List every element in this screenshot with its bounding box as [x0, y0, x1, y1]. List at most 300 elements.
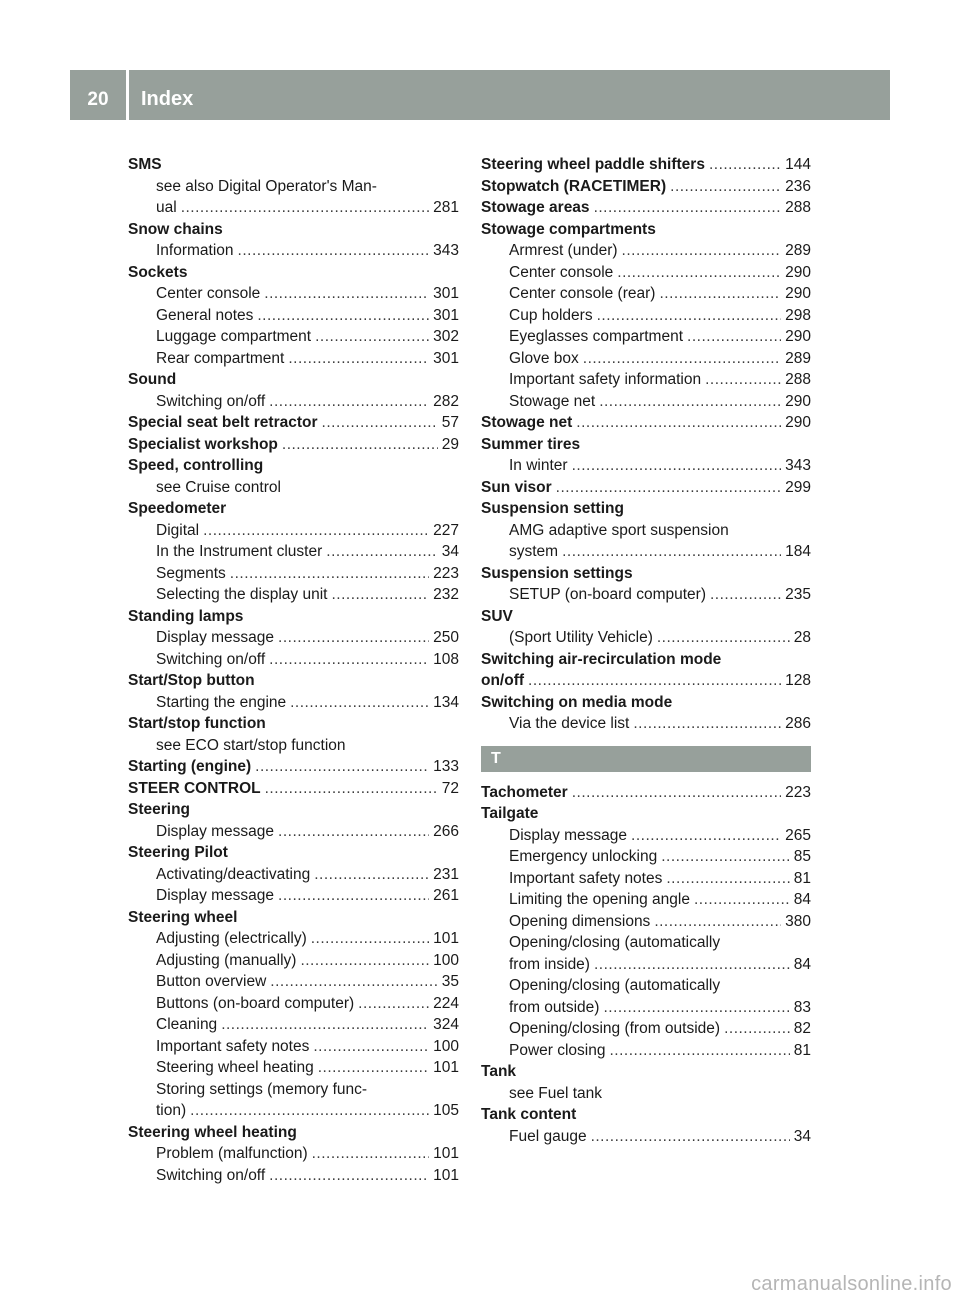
page-reference[interactable]: 105 [433, 1102, 459, 1119]
page-reference[interactable]: 144 [785, 156, 811, 173]
index-entry [481, 563, 811, 585]
entry-text: Suspension settings [481, 564, 633, 582]
dot-leader [230, 563, 429, 585]
entry-text: Display message [509, 826, 628, 844]
entry-text: Stowage net [481, 414, 573, 431]
page-reference[interactable]: 324 [433, 1016, 459, 1033]
entry-text: Tank [481, 1063, 517, 1080]
dot-leader [269, 1165, 429, 1187]
dot-leader [190, 1100, 429, 1122]
index-subentry[interactable] [128, 971, 459, 993]
dot-leader [312, 1143, 430, 1165]
entry-text: tion) [156, 1102, 187, 1119]
dot-leader [181, 197, 429, 219]
page-reference[interactable]: 290 [785, 392, 811, 410]
entry-text: Starting (engine) [128, 758, 252, 775]
entry-text: Center console (rear) [509, 285, 656, 302]
dot-leader [313, 1036, 429, 1058]
index-subentry[interactable] [481, 1040, 811, 1062]
entry-text: Switching on media mode [481, 693, 673, 711]
page-reference[interactable]: 224 [433, 994, 459, 1012]
page-reference[interactable]: 81 [793, 1041, 811, 1059]
dot-leader [269, 649, 429, 671]
page-reference[interactable]: 282 [433, 392, 459, 410]
page-reference[interactable]: 301 [433, 349, 459, 367]
dot-leader [278, 821, 429, 843]
entry-text: Selecting the display unit [156, 586, 328, 603]
entry-text: Via the device list [509, 715, 630, 732]
index-entry [128, 1122, 459, 1144]
index-entry [481, 803, 811, 825]
page-reference[interactable]: 380 [785, 912, 811, 930]
index-entry [481, 1104, 811, 1126]
entry-text: Information [156, 242, 234, 259]
dot-leader [269, 391, 429, 413]
page-title: Index [141, 87, 194, 110]
watermark: carmanualsonline.info [751, 1273, 952, 1295]
index-subentry[interactable] [481, 627, 811, 649]
page-reference[interactable]: 84 [793, 955, 811, 973]
page-number: 20 [87, 89, 109, 110]
page-reference[interactable]: 250 [433, 629, 459, 646]
index-entry [128, 154, 459, 176]
index-subentry[interactable] [128, 326, 459, 348]
index-subentry[interactable] [128, 1165, 459, 1187]
index-entry [128, 670, 459, 692]
dot-leader [314, 864, 429, 886]
page-reference[interactable]: 101 [433, 930, 459, 947]
entry-text: see Cruise control [156, 478, 281, 496]
dot-leader [238, 240, 430, 262]
index-subentry[interactable] [128, 993, 459, 1015]
dot-leader [631, 825, 781, 847]
entry-text: Power closing [509, 1041, 606, 1059]
entry-text: Sun visor [481, 478, 552, 496]
page-reference[interactable]: 290 [785, 263, 811, 281]
index-entry[interactable] [481, 412, 811, 434]
entry-text: Tank content [481, 1106, 577, 1123]
entry-text: on/off [481, 672, 525, 689]
index-subentry[interactable] [128, 541, 459, 563]
dot-leader [322, 412, 438, 434]
entry-text: Digital [156, 521, 200, 539]
dot-leader [597, 305, 782, 327]
index-subentry[interactable] [128, 305, 459, 327]
dot-leader [654, 911, 781, 933]
page-reference[interactable]: 302 [433, 328, 459, 345]
entry-text: Luggage compartment [156, 328, 312, 345]
index-subentry[interactable] [481, 348, 811, 370]
index-subentry[interactable] [128, 563, 459, 585]
entry-text: Speed, controlling [128, 457, 264, 474]
page-reference[interactable]: 28 [793, 629, 811, 646]
dot-leader [705, 369, 781, 391]
entry-text: Center console [509, 263, 614, 281]
index-subentry[interactable] [128, 584, 459, 606]
dot-leader [572, 455, 782, 477]
index-entry [128, 713, 459, 735]
page-reference[interactable]: 235 [785, 586, 811, 603]
page-reference[interactable]: 34 [793, 1127, 811, 1145]
page-reference[interactable]: 227 [433, 521, 459, 539]
entry-text: Important safety notes [156, 1037, 310, 1055]
entry-text: General notes [156, 306, 254, 324]
index-entry[interactable] [481, 154, 811, 176]
entry-text: from inside) [509, 955, 590, 973]
page-reference[interactable]: 108 [433, 650, 459, 668]
page-reference[interactable]: 83 [793, 998, 811, 1016]
index-subentry[interactable] [128, 197, 459, 219]
page-reference[interactable]: 101 [433, 1059, 459, 1076]
page-reference[interactable]: 223 [785, 783, 811, 801]
page-reference[interactable]: 72 [441, 779, 459, 797]
entry-text: Steering wheel [128, 908, 238, 926]
dot-leader [556, 477, 781, 499]
page-reference[interactable]: 128 [785, 672, 811, 689]
index-entry [128, 219, 459, 241]
dot-leader [633, 713, 781, 735]
page-reference[interactable]: 223 [433, 564, 459, 582]
page-reference[interactable]: 286 [785, 715, 811, 732]
index-subentry[interactable] [128, 283, 459, 305]
entry-text: Armrest (under) [509, 242, 618, 259]
page-reference[interactable]: 231 [433, 865, 459, 883]
page-reference[interactable]: 343 [433, 242, 459, 259]
entry-text: In winter [509, 457, 568, 474]
index-entry[interactable] [481, 670, 811, 692]
index-entry [128, 842, 459, 864]
page-reference[interactable]: 101 [433, 1166, 459, 1184]
page-reference[interactable]: 261 [433, 887, 459, 904]
index-entry [481, 1061, 811, 1083]
entry-text: AMG adaptive sport suspension [509, 521, 729, 539]
entry-text: Special seat belt retractor [128, 414, 318, 431]
entry-text: see also Digital Operator's Man- [156, 177, 377, 195]
index-subentry[interactable] [481, 455, 811, 477]
index-subentry[interactable] [481, 1018, 811, 1040]
entry-text: Storing settings (memory func- [156, 1080, 368, 1098]
dot-leader [255, 756, 429, 778]
dot-leader [591, 1126, 790, 1148]
dot-leader [657, 627, 790, 649]
entry-text: ual [156, 199, 177, 216]
dot-leader [300, 950, 429, 972]
dot-leader [583, 348, 781, 370]
page-reference[interactable]: 289 [785, 349, 811, 367]
index-subentry[interactable] [128, 391, 459, 413]
page-reference[interactable]: 81 [793, 869, 811, 887]
dot-leader [318, 1057, 429, 1079]
index-subentry[interactable] [481, 889, 811, 911]
entry-text: Snow chains [128, 220, 223, 238]
entry-text: Sockets [128, 263, 188, 281]
entry-text: Speedometer [128, 500, 227, 517]
index-subentry [481, 520, 811, 542]
index-entry [481, 498, 811, 520]
dot-leader [221, 1014, 429, 1036]
page-header [70, 70, 890, 120]
entry-text: Opening/closing (from outside) [509, 1020, 721, 1037]
index-subentry[interactable] [481, 825, 811, 847]
index-entry[interactable] [128, 434, 459, 456]
index-entry[interactable] [128, 412, 459, 434]
entry-text: from outside) [509, 998, 600, 1016]
page-reference[interactable]: 84 [793, 891, 811, 908]
dot-leader [610, 1040, 790, 1062]
page-reference[interactable]: 298 [785, 306, 811, 324]
entry-text: (Sport Utility Vehicle) [509, 629, 653, 646]
index-subentry[interactable] [481, 1126, 811, 1148]
dot-leader [603, 997, 789, 1019]
entry-text: Steering [128, 801, 191, 818]
page-reference[interactable]: 57 [441, 414, 459, 431]
page-reference[interactable]: 100 [433, 1037, 459, 1055]
entry-text: Stowage compartments [481, 220, 656, 238]
index-subentry[interactable] [128, 821, 459, 843]
index-subentry[interactable] [481, 911, 811, 933]
page-reference[interactable]: 133 [433, 758, 459, 775]
page-reference[interactable]: 289 [785, 242, 811, 259]
index-subentry[interactable] [128, 1100, 459, 1122]
index-subentry[interactable] [481, 846, 811, 868]
dot-leader [528, 670, 781, 692]
index-subentry [128, 176, 459, 198]
dot-leader [315, 326, 429, 348]
entry-text: Segments [156, 564, 226, 582]
index-subentry[interactable] [481, 541, 811, 563]
entry-text: Steering wheel heating [156, 1059, 314, 1076]
index-entry[interactable] [481, 197, 811, 219]
page-reference[interactable]: 100 [433, 951, 459, 969]
entry-text: Adjusting (electrically) [156, 930, 307, 947]
page-reference[interactable]: 34 [441, 543, 459, 560]
entry-text: Glove box [509, 349, 579, 367]
index-subentry[interactable] [481, 369, 811, 391]
entry-text: STEER CONTROL [128, 779, 261, 797]
index-entry [481, 219, 811, 241]
entry-text: Emergency unlocking [509, 848, 658, 865]
dot-leader [278, 627, 429, 649]
index-subentry[interactable] [128, 520, 459, 542]
index-subentry[interactable] [481, 305, 811, 327]
index-subentry[interactable] [481, 283, 811, 305]
page-reference[interactable]: 101 [433, 1145, 459, 1162]
index-subentry[interactable] [128, 950, 459, 972]
index-subentry[interactable] [481, 954, 811, 976]
index-entry[interactable] [128, 756, 459, 778]
page-reference[interactable]: 134 [433, 693, 459, 711]
index-column-left [128, 154, 459, 1186]
entry-text: Switching on/off [156, 650, 266, 668]
entry-text: Switching on/off [156, 1166, 266, 1184]
index-entry [481, 606, 811, 628]
index-subentry[interactable] [128, 885, 459, 907]
index-subentry[interactable] [128, 928, 459, 950]
entry-text: Cleaning [156, 1016, 218, 1033]
entry-text: Stopwatch (RACETIMER) [481, 177, 667, 195]
dot-leader [270, 971, 437, 993]
dot-leader [331, 584, 429, 606]
page-reference[interactable]: 301 [433, 285, 459, 302]
entry-text: Opening/closing (automatically [509, 977, 721, 994]
page-reference[interactable]: 85 [793, 848, 811, 865]
dot-leader [278, 885, 429, 907]
entry-text: Important safety information [509, 371, 702, 388]
dot-leader [694, 889, 790, 911]
page-reference[interactable]: 290 [785, 285, 811, 302]
dot-leader [666, 868, 789, 890]
index-subentry [128, 1079, 459, 1101]
page-reference[interactable]: 290 [785, 328, 811, 345]
dot-leader [617, 262, 781, 284]
index-column-right [481, 154, 811, 1147]
dot-leader [622, 240, 782, 262]
index-subentry[interactable] [481, 326, 811, 348]
index-entry [128, 369, 459, 391]
index-subentry[interactable] [481, 997, 811, 1019]
entry-text: Specialist workshop [128, 435, 278, 453]
page-reference[interactable]: 35 [441, 973, 459, 990]
index-entry [481, 434, 811, 456]
entry-text: Rear compartment [156, 349, 285, 367]
entry-text: Switching air-recirculation mode [481, 650, 722, 668]
index-entry[interactable] [481, 176, 811, 198]
page-reference[interactable]: 288 [785, 371, 811, 388]
entry-text: Sound [128, 371, 177, 388]
section-letter: T [491, 749, 501, 767]
index-subentry[interactable] [481, 868, 811, 890]
entry-text: Summer tires [481, 435, 581, 453]
page-reference[interactable]: 281 [433, 199, 459, 216]
entry-text: Activating/deactivating [156, 865, 311, 883]
dot-leader [265, 778, 438, 800]
page-reference[interactable]: 82 [793, 1020, 811, 1037]
entry-text: Steering wheel heating [128, 1123, 297, 1141]
page-reference[interactable]: 232 [433, 586, 459, 603]
entry-text: Starting the engine [156, 693, 287, 711]
entry-text: SMS [128, 156, 162, 173]
dot-leader [290, 692, 429, 714]
index-entry [128, 907, 459, 929]
index-subentry[interactable] [128, 1014, 459, 1036]
index-subentry[interactable] [128, 1036, 459, 1058]
page-reference[interactable]: 288 [785, 199, 811, 216]
entry-text: see ECO start/stop function [156, 736, 346, 754]
index-subentry[interactable] [128, 649, 459, 671]
entry-text: Steering wheel paddle shifters [481, 156, 705, 173]
index-subentry[interactable] [128, 692, 459, 714]
entry-text: Display message [156, 629, 275, 646]
entry-text: see Fuel tank [509, 1084, 603, 1102]
entry-text: SUV [481, 607, 513, 625]
page-reference[interactable]: 184 [785, 543, 811, 560]
index-subentry[interactable] [481, 262, 811, 284]
page-reference[interactable]: 301 [433, 306, 459, 324]
dot-leader [326, 541, 437, 563]
dot-leader [599, 391, 781, 413]
entry-text: Display message [156, 887, 275, 904]
index-subentry[interactable] [481, 240, 811, 262]
dot-leader [358, 993, 429, 1015]
dot-leader [203, 520, 429, 542]
dot-leader [282, 434, 438, 456]
dot-leader [594, 954, 790, 976]
dot-leader [710, 584, 781, 606]
index-subentry[interactable] [128, 1057, 459, 1079]
entry-text: Steering Pilot [128, 844, 228, 861]
index-subentry[interactable] [481, 713, 811, 735]
dot-leader [288, 348, 429, 370]
index-entry[interactable] [481, 782, 811, 804]
index-entry [481, 692, 811, 714]
index-entry [128, 498, 459, 520]
dot-leader [659, 283, 781, 305]
index-entry [128, 455, 459, 477]
page-reference[interactable]: 290 [785, 414, 811, 431]
dot-leader [257, 305, 429, 327]
entry-text: Fuel gauge [509, 1127, 587, 1145]
index-entry[interactable] [481, 477, 811, 499]
entry-text: Button overview [156, 973, 267, 990]
entry-text: Eyeglasses compartment [509, 328, 684, 345]
index-subentry[interactable] [128, 240, 459, 262]
entry-text: Stowage areas [481, 199, 590, 216]
entry-text: Standing lamps [128, 607, 244, 625]
entry-text: Stowage net [509, 392, 596, 410]
entry-text: Start/stop function [128, 715, 266, 732]
entry-text: Opening/closing (automatically [509, 934, 721, 951]
entry-text: Opening dimensions [509, 912, 651, 930]
dot-leader [724, 1018, 790, 1040]
entry-text: Tachometer [481, 783, 568, 801]
page-reference[interactable]: 343 [785, 457, 811, 474]
entry-text: Important safety notes [509, 869, 663, 887]
dot-leader [264, 283, 429, 305]
dot-leader [709, 154, 781, 176]
entry-text: In the Instrument cluster [156, 543, 323, 560]
dot-leader [572, 782, 781, 804]
index-subentry[interactable] [128, 864, 459, 886]
index-entry [128, 799, 459, 821]
page-reference[interactable]: 236 [785, 177, 811, 195]
index-subentry [128, 735, 459, 757]
entry-text: Display message [156, 822, 275, 840]
dot-leader [661, 846, 790, 868]
entry-text: Cup holders [509, 306, 593, 324]
index-entry [481, 649, 811, 671]
index-subentry[interactable] [128, 1143, 459, 1165]
entry-text: Limiting the opening angle [509, 891, 690, 908]
page-reference[interactable]: 299 [785, 478, 811, 496]
page-reference[interactable]: 266 [433, 822, 459, 840]
entry-text: SETUP (on-board computer) [509, 586, 706, 603]
entry-text: Adjusting (manually) [156, 951, 297, 969]
page-reference[interactable]: 265 [785, 826, 811, 844]
index-subentry[interactable] [481, 391, 811, 413]
index-subentry[interactable] [128, 348, 459, 370]
index-subentry[interactable] [128, 627, 459, 649]
entry-text: Problem (malfunction) [156, 1145, 308, 1162]
entry-text: Buttons (on-board computer) [156, 994, 355, 1012]
header-divider [126, 70, 129, 120]
dot-leader [311, 928, 429, 950]
page-reference[interactable]: 29 [441, 435, 459, 453]
index-subentry[interactable] [481, 584, 811, 606]
index-subentry [481, 1083, 811, 1105]
index-subentry [128, 477, 459, 499]
index-entry[interactable] [128, 778, 459, 800]
entry-text: Start/Stop button [128, 672, 255, 689]
